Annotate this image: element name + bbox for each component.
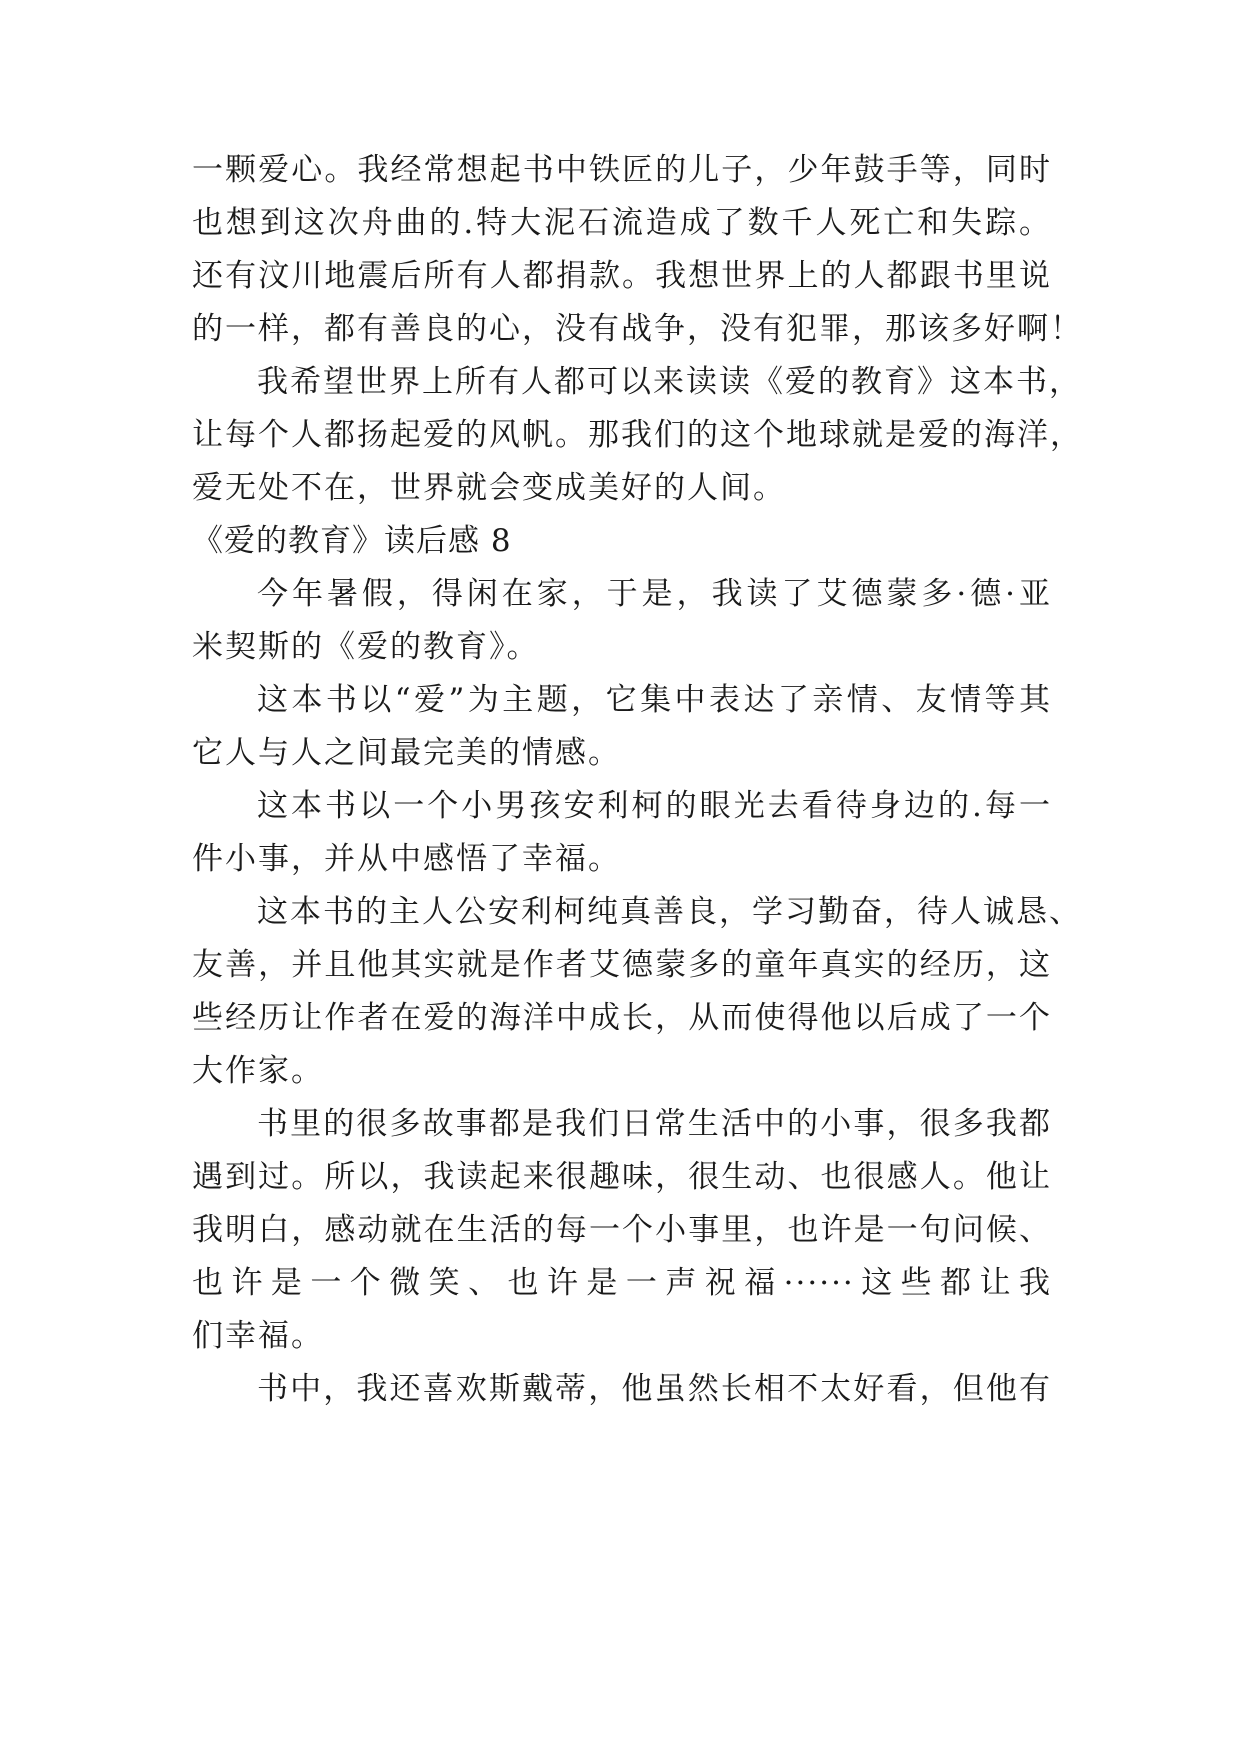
paragraph-first-line: 我希望世界上所有人都可以来读读《爱的教育》这本书， — [257, 364, 1082, 400]
text-line: 我明白，感动就在生活的每一个小事里，也许是一句问候、 — [192, 1212, 1052, 1248]
paragraph-first-line: 今年暑假，得闲在家，于是，我读了艾德蒙多·德·亚 — [257, 576, 1052, 612]
text-line: 也想到这次舟曲的.特大泥石流造成了数千人死亡和失踪。 — [192, 205, 1052, 241]
text-line: 大作家。 — [192, 1053, 324, 1089]
text-line: 件小事，并从中感悟了幸福。 — [192, 841, 621, 877]
text-line: 的一样，都有善良的心，没有战争，没有犯罪，那该多好啊！ — [192, 311, 1083, 347]
text-line: 还有汶川地震后所有人都捐款。我想世界上的人都跟书里说 — [192, 258, 1052, 294]
text-line: 友善，并且他其实就是作者艾德蒙多的童年真实的经历，这 — [192, 947, 1052, 983]
text-line: 米契斯的《爱的教育》。 — [192, 629, 540, 665]
paragraph-first-line: 书中，我还喜欢斯戴蒂，他虽然长相不太好看，但他有 — [257, 1371, 1052, 1407]
text-line: 它人与人之间最完美的情感。 — [192, 735, 621, 771]
text-line: 让每个人都扬起爱的风帆。那我们的这个地球就是爱的海洋， — [192, 417, 1083, 453]
text-line: 遇到过。所以，我读起来很趣味，很生动、也很感人。他让 — [192, 1159, 1052, 1195]
section-heading: 《爱的教育》读后感 8 — [192, 523, 512, 559]
text-line: 也许是一个微笑、也许是一声祝福······这些都让我 — [192, 1265, 1052, 1301]
text-line: 爱无处不在，世界就会变成美好的人间。 — [192, 470, 786, 506]
text-line: 们幸福。 — [192, 1318, 324, 1354]
text-line: 些经历让作者在爱的海洋中成长，从而使得他以后成了一个 — [192, 1000, 1052, 1036]
paragraph-first-line: 这本书以“爱”为主题，它集中表达了亲情、友情等其 — [257, 682, 1052, 718]
paragraph-first-line: 这本书的主人公安利柯纯真善良，学习勤奋，待人诚恳、 — [257, 894, 1082, 930]
text-line: 一颗爱心。我经常想起书中铁匠的儿子，少年鼓手等，同时 — [192, 152, 1052, 188]
paragraph-first-line: 书里的很多故事都是我们日常生活中的小事，很多我都 — [257, 1106, 1052, 1142]
paragraph-first-line: 这本书以一个小男孩安利柯的眼光去看待身边的.每一 — [257, 788, 1052, 824]
